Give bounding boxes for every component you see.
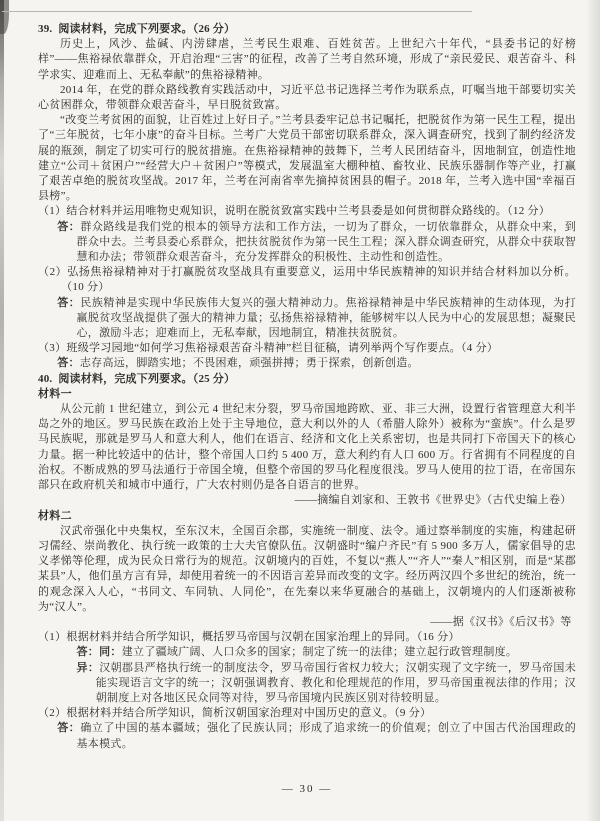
question-39-heading	[38, 22, 576, 37]
question-40-heading	[38, 372, 576, 387]
q39-answer-3	[38, 356, 576, 371]
question-39	[38, 22, 576, 372]
q39-answer-2-text: 民族精神是实现中华民族伟大复兴的强大精神动力。焦裕禄精神是中华民族精神的生动体现，为打赢脱贫攻坚战提供了强大的精神力量；弘扬焦裕禄精神，能够树牢以人民为中心的发展思想；凝聚民心，激励斗志；迎难而上，无私奉献，因地制宜，精准扶贫脱贫。	[76, 296, 576, 340]
material-1-text: 从公元前 1 世纪建立，到公元 4 世纪末分裂，罗马帝国地跨欧、亚、非三大洲，设置行省管理意大利半岛之外的地区。罗马民族在政治上处于主导地位，意大利以外的人（希腊人除外）被称为“蛮族”。什么是罗马民族呢，那就是罗马人和意大利人，他们在语言、经济和文化上关系密切，也是共同打下帝国天下的核心力量。据一种比较适中的估计，整个帝国人口约 5 400 万，意大利约有人口 600 万。行省拥有不同程度的自治权。不断成熟的罗马法通行于帝国全境，但整个帝国的罗马化程度很浅。罗马人使用的拉丁语，在帝国东部只在政府机关和城市中通行，广大农村则仍是各自语言的世界。	[38, 403, 576, 492]
scan-top-line-artifact	[2, 11, 472, 12]
diff-label: 异：	[76, 661, 100, 674]
q40-subquestion-1: （1）根据材料并结合所学知识，概括罗马帝国与汉朝在国家治理上的异同。（16 分）	[38, 631, 460, 644]
answer-label: 答：	[57, 722, 81, 735]
question-40-title: 阅读材料，完成下列要求。（25 分）	[58, 372, 236, 385]
q40-answer-2-text: 确立了中国的基本疆域；强化了民族认同；形成了追求统一的价值观；创立了中国古代治国理政的基本模式。	[76, 722, 576, 750]
q39-subquestion-3: （3）班级学习园地“如何学习焦裕禄艰苦奋斗精神”栏目征稿，请列举两个写作要点。（4 分）	[38, 342, 499, 355]
material-1-label: 材料一	[38, 387, 72, 400]
q39-material-paragraph-1: 历史上，风沙、盐碱、内涝肆虐，兰考民生艰难、百姓贫苦。上世纪六十年代，“县委书记的好榜样”——焦裕禄依靠群众，开启治理“三害”的征程，改善了兰考自然环境，形成了“亲民爱民、艰苦奋斗、科学求实、迎难而上、无私奉献”的焦裕禄精神。	[38, 38, 576, 81]
q39-subquestion-2: （2）弘扬焦裕禄精神对于打赢脱贫攻坚战具有重要意义，运用中华民族精神的知识并结合材料加以分析。（10 分）	[38, 266, 576, 294]
q40-answer-2	[38, 721, 576, 751]
answer-label: 答：	[57, 357, 80, 370]
q39-answer-1-text: 群众路线是我们党的根本的领导方法和工作方法，一切为了群众，一切依靠群众，从群众中来，到群众中去。兰考县委心系群众，把扶贫脱贫作为第一民生工程；深入群众调查研究，从群众中获取智慧和办法；带领群众艰苦奋斗，充分发挥群众的积极性、主动性和创造性。	[76, 220, 576, 264]
scan-left-edge-artifact	[0, 0, 4, 821]
q39-subquestion-1: （1）结合材料并运用唯物史观知识，说明在脱贫致富实践中兰考县委是如何贯彻群众路线的。（12 分）	[38, 205, 551, 218]
q40-subquestion-2: （2）根据材料并结合所学知识，简析汉朝国家治理对中国历史的意义。（9 分）	[38, 707, 432, 720]
question-40-number: 40.	[38, 372, 53, 385]
material-2-text: 汉武帝强化中央集权，至东汉末，全国百余郡，实施统一制度、法令。通过察举制度的实施，构建起研习儒经、崇尚教化、执行统一政策的士大夫官僚队伍。汉朝盛时“编户齐民”有 5 900 多万人，儒家倡导的忠义孝悌等伦理，成为民众日常行为的规范。汉朝境内的百姓，不复以“燕人”“齐人”“秦人”相区别，而是“某郡某县”人，他们虽方言有异，却使用着统一的不因语言差异而改变的文字。经历两汉四个多世纪的统治，统一的观念深入人心，“书同文、车同轨、人同伦”，在先秦以来华夏融合的基础上，汉朝境内的人们逐渐被称为“汉人”。	[38, 524, 576, 613]
page-number: — 30 —	[281, 782, 333, 795]
material-2-label: 材料二	[38, 509, 72, 522]
q40-answer-1-diff	[77, 661, 577, 707]
q40-answer-1-same	[77, 645, 577, 660]
q40-answer-1-diff-text: 汉朝郡县严格执行统一的制度法令，罗马帝国行省权力较大；汉朝实现了文字统一，罗马帝国未能实现语言文字的统一；汉朝强调教育、教化和伦理规范的作用，罗马帝国重视法律的作用；汉朝制度上对各地区民众同等对待，罗马帝国境内民族区别对待较明显。	[95, 661, 576, 704]
answer-label: 答：	[57, 296, 81, 309]
question-39-title: 阅读材料，完成下列要求。（26 分）	[58, 23, 236, 35]
page-content	[38, 22, 576, 797]
answer-label: 答：	[76, 646, 100, 659]
scan-right-shadow	[586, 0, 600, 821]
q39-answer-3-text: 志存高远，脚踏实地；不畏困难，顽强拼搏；勇于探索，创新创造。	[79, 357, 419, 370]
q39-answer-1	[38, 220, 576, 266]
q39-answer-2	[38, 296, 576, 342]
q39-material-paragraph-3: “改变兰考贫困的面貌，让百姓过上好日子。”兰考县委牢记总书记嘱托，把脱贫作为第一民生工程，提出了“三年脱贫，七年小康”的奋斗目标。兰考广大党员干部密切联系群众，深入调查研究，找到了制约经济发展的瓶颈，制定了切实可行的脱贫措施。在焦裕禄精神的鼓舞下，兰考人民团结奋斗，因地制宜，创造性地建立“公司＋贫困户”“经营大户＋贫困户”等模式，发展温室大棚种植、畜牧业、民族乐器制作等产业，打赢了艰苦卓绝的脱贫攻坚战。2017 年，兰考在河南省率先摘掉贫困县的帽子。2018 年，兰考入选中国“幸福百县榜”。	[38, 114, 576, 203]
material-2-source: ——据《汉书》《后汉书》等	[430, 615, 572, 628]
material-1-source: ——摘编自刘家和、王敦书《世界史》（古代史编上卷）	[294, 494, 572, 507]
q40-answer-1-same-text: 建立了疆域广阔、人口众多的国家；制定了统一的法律；建立起行政管理制度。	[121, 646, 518, 659]
question-39-number: 39.	[38, 23, 53, 35]
q39-material-paragraph-2: 2014 年，在党的群众路线教育实践活动中，习近平总书记选择兰考作为联系点，叮嘱当地干部要切实关心贫困群众，带领群众艰苦奋斗，早日脱贫致富。	[38, 83, 576, 112]
same-label: 同：	[99, 646, 122, 659]
answer-label: 答：	[57, 220, 81, 233]
question-40	[38, 372, 576, 752]
